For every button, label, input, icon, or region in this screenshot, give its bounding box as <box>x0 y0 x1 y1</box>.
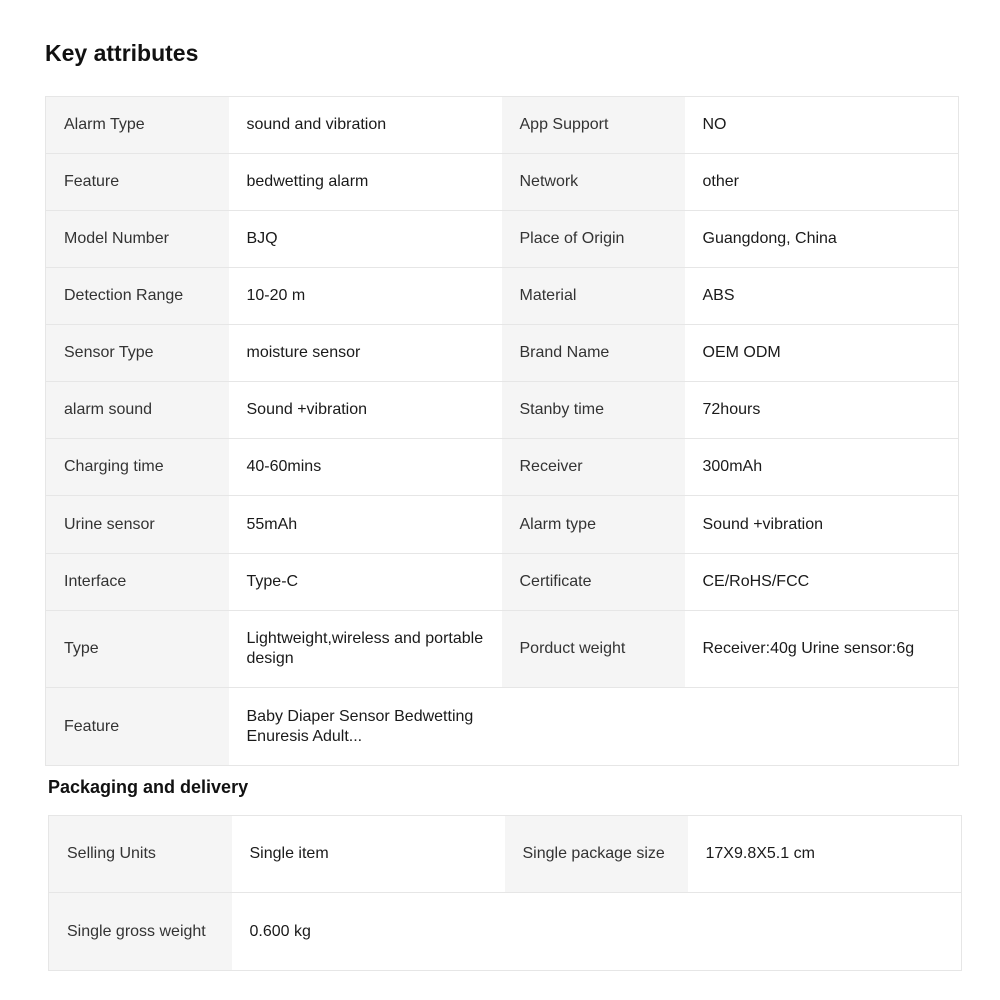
key-attributes-table <box>45 96 959 766</box>
empty-cell <box>502 688 959 766</box>
attribute-key: alarm sound <box>46 382 229 439</box>
attribute-key: Feature <box>46 154 229 211</box>
attribute-value: 40-60mins <box>229 439 502 496</box>
attribute-value: Receiver:40g Urine sensor:6g <box>685 611 959 688</box>
attribute-key: Interface <box>46 554 229 611</box>
attribute-row <box>49 893 962 971</box>
attribute-key: Place of Origin <box>502 211 685 268</box>
attribute-row <box>46 496 959 554</box>
attribute-key: Single package size <box>505 816 688 893</box>
attribute-key: Detection Range <box>46 268 229 325</box>
attribute-key: Sensor Type <box>46 325 229 382</box>
attribute-key: Receiver <box>502 439 685 496</box>
attribute-row <box>46 382 959 439</box>
packaging-title: Packaging and delivery <box>48 777 249 797</box>
attribute-row <box>46 154 959 211</box>
attribute-value: 17X9.8X5.1 cm <box>688 816 962 893</box>
attribute-row <box>46 688 959 766</box>
attribute-value: CE/RoHS/FCC <box>685 554 959 611</box>
attribute-value: sound and vibration <box>229 97 502 154</box>
attribute-key: Material <box>502 268 685 325</box>
attribute-row <box>46 97 959 154</box>
attribute-value: BJQ <box>229 211 502 268</box>
attribute-row <box>46 439 959 496</box>
attribute-key: Network <box>502 154 685 211</box>
key-attributes-title: Key attributes <box>45 40 199 66</box>
attribute-row <box>46 325 959 382</box>
attribute-value: 300mAh <box>685 439 959 496</box>
attribute-value: Sound +vibration <box>685 496 959 554</box>
attribute-key: Brand Name <box>502 325 685 382</box>
attribute-value: Guangdong, China <box>685 211 959 268</box>
attribute-key: App Support <box>502 97 685 154</box>
attribute-value: 55mAh <box>229 496 502 554</box>
attribute-key: Alarm Type <box>46 97 229 154</box>
attribute-key: Certificate <box>502 554 685 611</box>
attribute-value: Single item <box>232 816 505 893</box>
attribute-row <box>46 611 959 688</box>
attribute-value: moisture sensor <box>229 325 502 382</box>
attribute-value: Type-C <box>229 554 502 611</box>
empty-cell <box>505 893 962 971</box>
attribute-value: other <box>685 154 959 211</box>
attribute-value: bedwetting alarm <box>229 154 502 211</box>
attribute-value: Sound +vibration <box>229 382 502 439</box>
attribute-key: Selling Units <box>49 816 232 893</box>
attribute-key: Stanby time <box>502 382 685 439</box>
attribute-row <box>46 211 959 268</box>
attribute-key: Alarm type <box>502 496 685 554</box>
attribute-key: Feature <box>46 688 229 766</box>
attribute-key: Type <box>46 611 229 688</box>
attribute-key: Model Number <box>46 211 229 268</box>
attribute-key: Porduct weight <box>502 611 685 688</box>
attribute-row <box>46 554 959 611</box>
attribute-value: ABS <box>685 268 959 325</box>
attribute-value: 72hours <box>685 382 959 439</box>
attribute-value: 10-20 m <box>229 268 502 325</box>
attribute-value: NO <box>685 97 959 154</box>
attribute-value: Lightweight,wireless and portable design <box>229 611 502 688</box>
attribute-value: OEM ODM <box>685 325 959 382</box>
attribute-value: 0.600 kg <box>232 893 505 971</box>
attribute-row <box>49 816 962 893</box>
packaging-table <box>48 815 962 971</box>
attribute-key: Charging time <box>46 439 229 496</box>
attribute-row <box>46 268 959 325</box>
attribute-value: Baby Diaper Sensor Bedwetting Enuresis Adult... <box>229 688 502 766</box>
attribute-key: Single gross weight <box>49 893 232 971</box>
attribute-key: Urine sensor <box>46 496 229 554</box>
